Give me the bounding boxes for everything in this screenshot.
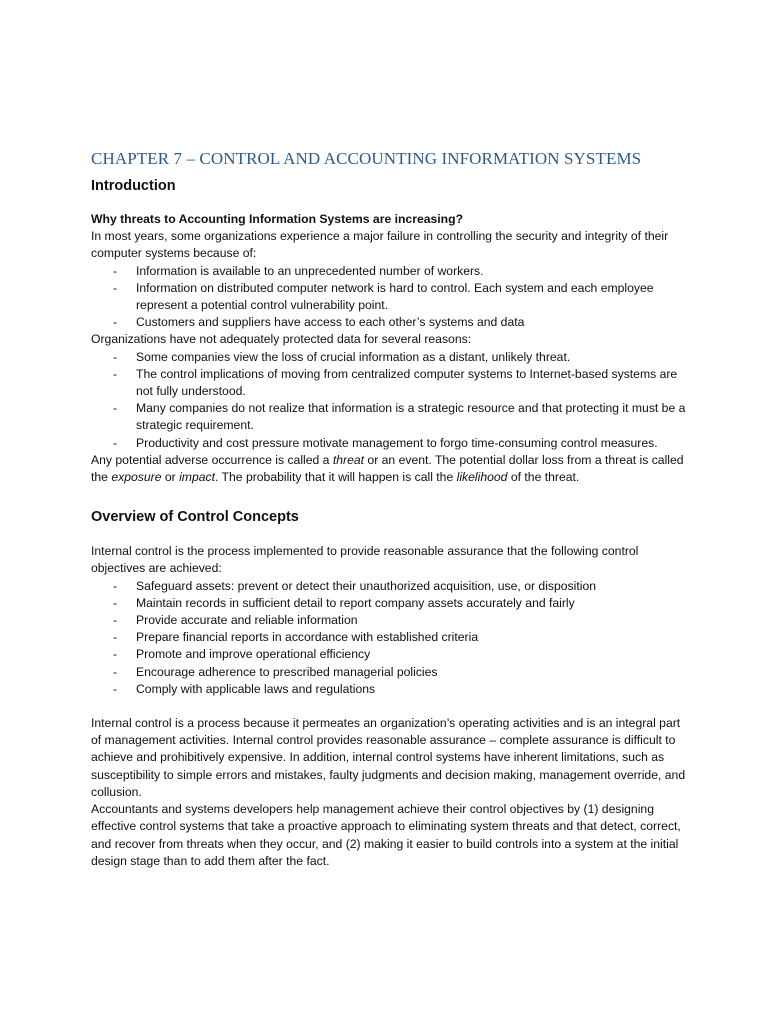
document-body	[91, 149, 691, 870]
why-intro-paragraph: In most years, some organizations experience a major failure in controlling the security and integrity of their computer systems because of:	[91, 229, 669, 261]
text-run: of the threat.	[507, 470, 580, 485]
list-item-text: The control implications of moving from centralized computer systems to Internet-based systems are not fully understood.	[136, 366, 678, 399]
bullet-dash: -	[113, 366, 118, 381]
list-item-text: Prepare financial reports in accordance with established criteria	[136, 630, 479, 645]
accountants-paragraph: Accountants and systems developers help management achieve their control objectives by (1) designing effective control systems that take a proactive approach to eliminating system threats and that detect, correct, and recover from threats when they occur, and (2) making it easier to build controls into a system at the initial design stage than to add them after the fact.	[91, 802, 681, 868]
spacer	[91, 698, 691, 715]
text-run: Any potential adverse occurrence is called a	[91, 452, 333, 467]
list-item	[91, 646, 691, 663]
text-run: or	[161, 470, 180, 485]
list-item	[91, 280, 691, 314]
text-run: . The probability that it will happen is call the	[215, 470, 457, 485]
term-impact: impact	[179, 470, 215, 485]
list-item	[91, 629, 691, 646]
bullet-dash: -	[113, 435, 118, 450]
list-item	[91, 595, 691, 612]
bullet-dash: -	[113, 401, 118, 416]
orgs-intro-paragraph: Organizations have not adequately protected data for several reasons:	[91, 332, 472, 347]
threat-definition-paragraph	[91, 452, 691, 486]
bullet-dash: -	[113, 664, 118, 679]
list-item	[91, 400, 691, 434]
term-likelihood: likelihood	[456, 470, 508, 485]
text-run: or an event. The potential dollar loss from a threat is called the	[91, 452, 684, 485]
ic-process-paragraph: Internal control is a process because it permeates an organization’s operating activities and is an integral part of management activities. Internal control provides reasonable assurance – complete assurance is difficult to achieve and prohibitively expensive. In addition, internal control systems have inherent limitations, such as susceptibility to simple errors and mistakes, faulty judgments and decision making, management override, and collusion.	[91, 716, 686, 799]
list-item-text: Provide accurate and reliable information	[136, 613, 358, 628]
section-heading-overview: Overview of Control Concepts	[91, 509, 299, 526]
list-item-text: Safeguard assets: prevent or detect their unauthorized acquisition, use, or disposition	[136, 578, 597, 593]
bullet-dash: -	[113, 647, 118, 662]
list-item	[91, 349, 691, 366]
list-item-text: Some companies view the loss of crucial information as a distant, unlikely threat.	[136, 349, 571, 364]
list-item	[91, 314, 691, 331]
bullet-dash: -	[113, 681, 118, 696]
bullet-dash: -	[113, 578, 118, 593]
list-item	[91, 578, 691, 595]
list-item	[91, 681, 691, 698]
bullet-dash: -	[113, 315, 118, 330]
bullet-dash: -	[113, 630, 118, 645]
bullet-dash: -	[113, 263, 118, 278]
list-item	[91, 435, 691, 452]
subheading-why-threats: Why threats to Accounting Information Systems are increasing?	[91, 212, 464, 226]
ic-intro-paragraph: Internal control is the process implemented to provide reasonable assurance that the following control objectives are achieved:	[91, 544, 639, 576]
list-item-text: Information on distributed computer network is hard to control. Each system and each employee represent a potential control vulnerability point.	[136, 280, 654, 313]
list-item-text: Information is available to an unprecedented number of workers.	[136, 263, 484, 278]
list-item-text: Customers and suppliers have access to each other’s systems and data	[136, 315, 525, 330]
list-item	[91, 612, 691, 629]
chapter-title: CHAPTER 7 – CONTROL AND ACCOUNTING INFORMATION SYSTEMS	[91, 149, 642, 168]
term-exposure: exposure	[111, 470, 162, 485]
bullet-dash: -	[113, 613, 118, 628]
spacer	[91, 526, 691, 543]
list-item-text: Many companies do not realize that information is a strategic resource and that protecting it must be a strategic requirement.	[136, 401, 686, 433]
list-item-text: Encourage adherence to prescribed managerial policies	[136, 664, 438, 679]
bullet-dash: -	[113, 349, 118, 364]
list-item-text: Productivity and cost pressure motivate management to forgo time-consuming control measures.	[136, 435, 658, 450]
ic-objectives-list	[91, 578, 691, 698]
why-bullet-list	[91, 263, 691, 332]
bullet-dash: -	[113, 280, 118, 295]
list-item-text: Maintain records in sufficient detail to report company assets accurately and fairly	[136, 595, 575, 610]
list-item	[91, 366, 691, 400]
list-item	[91, 664, 691, 681]
bullet-dash: -	[113, 595, 118, 610]
orgs-bullet-list	[91, 349, 691, 452]
section-heading-introduction: Introduction	[91, 178, 176, 194]
list-item	[91, 263, 691, 280]
list-item-text: Promote and improve operational efficiency	[136, 647, 371, 662]
list-item-text: Comply with applicable laws and regulations	[136, 681, 376, 696]
term-threat: threat	[332, 452, 365, 467]
